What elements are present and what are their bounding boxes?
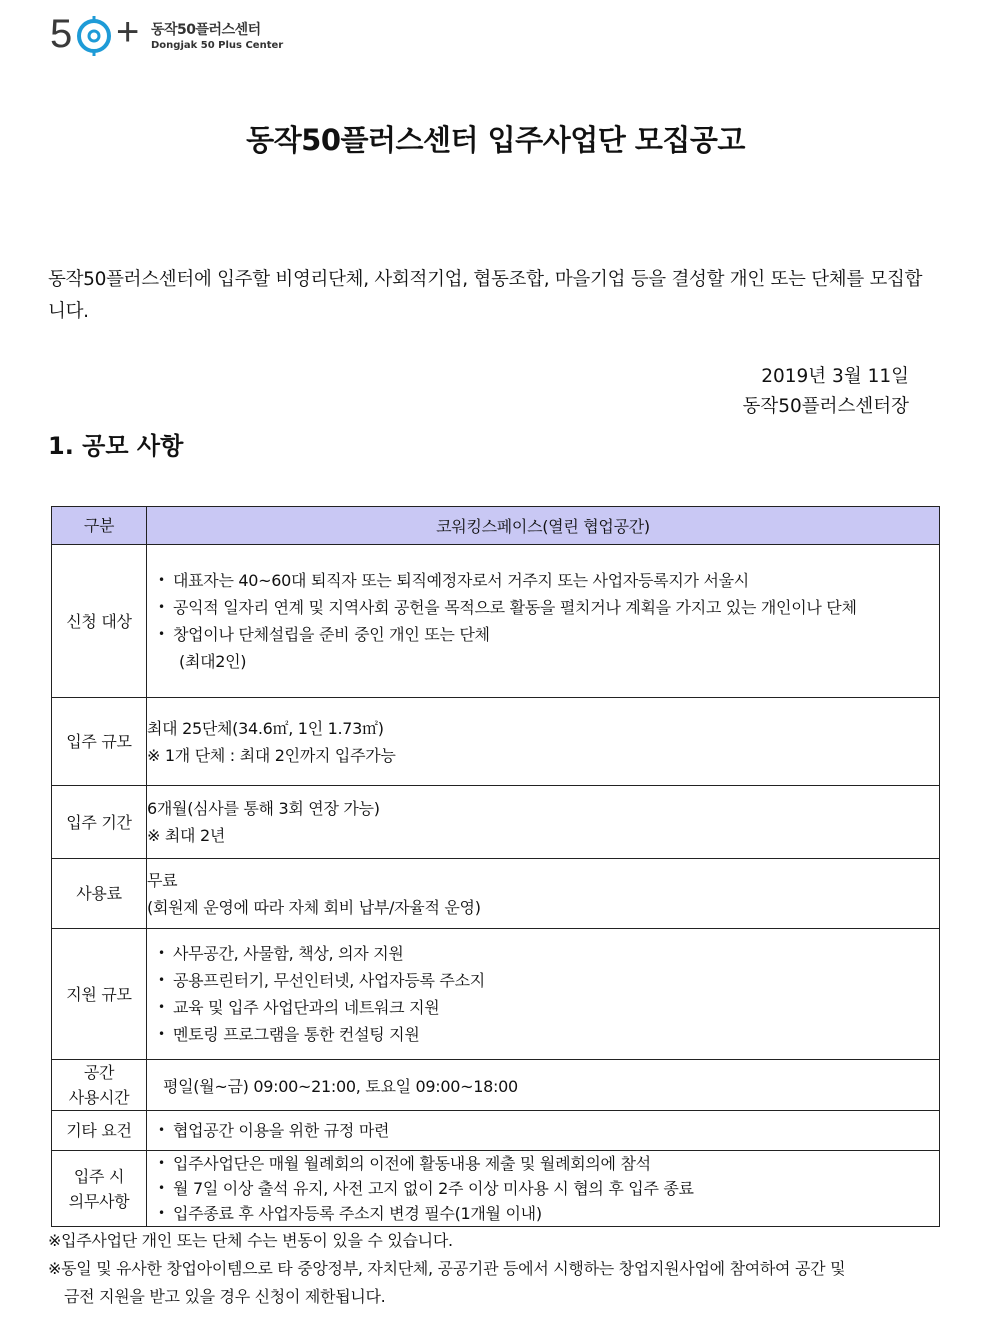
table-row-scale: [52, 698, 940, 786]
footnotes: [48, 1227, 948, 1311]
issue-info: [742, 362, 909, 422]
footnote-2-line-2: 금전 지원을 받고 있을 경우 신청이 제한됩니다.: [64, 1287, 386, 1306]
etc-label: 기타 요건: [52, 1111, 147, 1151]
logo-name-ko: 동작50플러스센터: [151, 21, 261, 38]
scale-content: [147, 698, 940, 786]
support-label: 지원 규모: [52, 929, 147, 1060]
list-item: • 입주사업단은 매월 월례회의 이전에 활동내용 제출 및 월례회의에 참석: [149, 1151, 939, 1176]
document-title: 동작50플러스센터 입주사업단 모집공고: [246, 123, 745, 157]
applicant-list: [149, 567, 939, 648]
applicant-extra: (최대2인): [179, 652, 247, 671]
list-item: • 협업공간 이용을 위한 규정 마련: [149, 1117, 939, 1144]
intro-paragraph: 동작50플러스센터에 입주할 비영리단체, 사회적기업, 협동조합, 마을기업 등을 결성할 개인 또는 단체를 모집합니다.: [48, 269, 923, 322]
etc-content: [147, 1111, 940, 1151]
table-row-duty: [52, 1151, 940, 1227]
hours-label-line-1: 공간: [83, 1063, 115, 1082]
table-row-hours: [52, 1060, 940, 1111]
table-row-period: [52, 786, 940, 859]
logo-name-en: Dongjak 50 Plus Center: [151, 39, 284, 51]
recruitment-table: [51, 506, 940, 1227]
issue-date: 2019년 3월 11일: [761, 366, 909, 387]
period-line-2: ※ 최대 2년: [147, 826, 226, 845]
logo-number: 5: [50, 12, 73, 56]
logo-mark: [50, 10, 145, 58]
hours-label-line-2: 사용시간: [68, 1088, 130, 1107]
table-row-applicant: [52, 545, 940, 698]
duty-label-line-1: 입주 시: [73, 1166, 125, 1186]
section-title: 1. 공모 사항: [48, 432, 184, 460]
support-list: [149, 940, 939, 1048]
period-content: [147, 786, 940, 859]
list-item: • 사무공간, 사물함, 책상, 의자 지원: [149, 940, 939, 967]
list-item: • 창업이나 단체설립을 준비 중인 개인 또는 단체: [149, 621, 939, 648]
logo-plus: +: [116, 10, 140, 54]
list-item: • 월 7일 이상 출석 유지, 사전 고지 없이 2주 이상 미사용 시 협의 후 입주 종료: [149, 1176, 939, 1201]
list-item: • 공익적 일자리 연계 및 지역사회 공헌을 목적으로 활동을 펼치거나 계획을 가지고 있는 개인이나 단체: [149, 594, 939, 621]
duty-label: [52, 1151, 147, 1227]
footnote-2-line-1: ※동일 및 유사한 창업아이템으로 타 중앙정부, 자치단체, 공공기관 등에서 시행하는 창업지원사업에 참여하여 공간 및: [48, 1259, 846, 1278]
fee-label: 사용료: [52, 859, 147, 929]
list-item: • 공용프린터기, 무선인터넷, 사업자등록 주소지: [149, 967, 939, 994]
duty-content: [147, 1151, 940, 1227]
list-item: • 입주종료 후 사업자등록 주소지 변경 필수(1개월 이내): [149, 1201, 939, 1226]
period-label: 입주 기간: [52, 786, 147, 859]
header-value-cell: 코워킹스페이스(열린 협업공간): [147, 507, 940, 545]
footnote-1: ※입주사업단 개인 또는 단체 수는 변동이 있을 수 있습니다.: [48, 1231, 453, 1250]
etc-list: [149, 1117, 939, 1144]
logo-ring-icon: [74, 16, 114, 56]
issuer-name: 동작50플러스센터장: [742, 396, 909, 417]
list-item: • 교육 및 입주 사업단과의 네트워크 지원: [149, 994, 939, 1021]
center-logo: [50, 10, 284, 58]
duty-label-line-2: 의무사항: [68, 1191, 130, 1211]
table-row-fee: [52, 859, 940, 929]
scale-line-1: 최대 25단체(34.6㎡, 1인 1.73㎡): [147, 718, 384, 738]
table-header-row: [52, 507, 940, 545]
fee-line-2: (회원제 운영에 따라 자체 회비 납부/자율적 운영): [147, 897, 481, 917]
hours-label: [52, 1060, 147, 1111]
applicant-label: 신청 대상: [52, 545, 147, 698]
hours-value: 평일(월~금) 09:00~21:00, 토요일 09:00~18:00: [147, 1060, 940, 1111]
duty-list: [149, 1151, 939, 1226]
table-row-support: [52, 929, 940, 1060]
applicant-content: [147, 545, 940, 698]
fee-content: [147, 859, 940, 929]
list-item: • 멘토링 프로그램을 통한 컨설팅 지원: [149, 1021, 939, 1048]
header-label-cell: 구분: [52, 507, 147, 545]
list-item: • 대표자는 40~60대 퇴직자 또는 퇴직예정자로서 거주지 또는 사업자등록지가 서울시: [149, 567, 939, 594]
table-row-etc: [52, 1111, 940, 1151]
scale-line-2: ※ 1개 단체 : 최대 2인까지 입주가능: [147, 745, 396, 765]
scale-label: 입주 규모: [52, 698, 147, 786]
support-content: [147, 929, 940, 1060]
logo-text: [151, 21, 283, 52]
fee-line-1: 무료: [147, 870, 178, 890]
period-line-1: 6개월(심사를 통해 3회 연장 가능): [147, 799, 380, 818]
